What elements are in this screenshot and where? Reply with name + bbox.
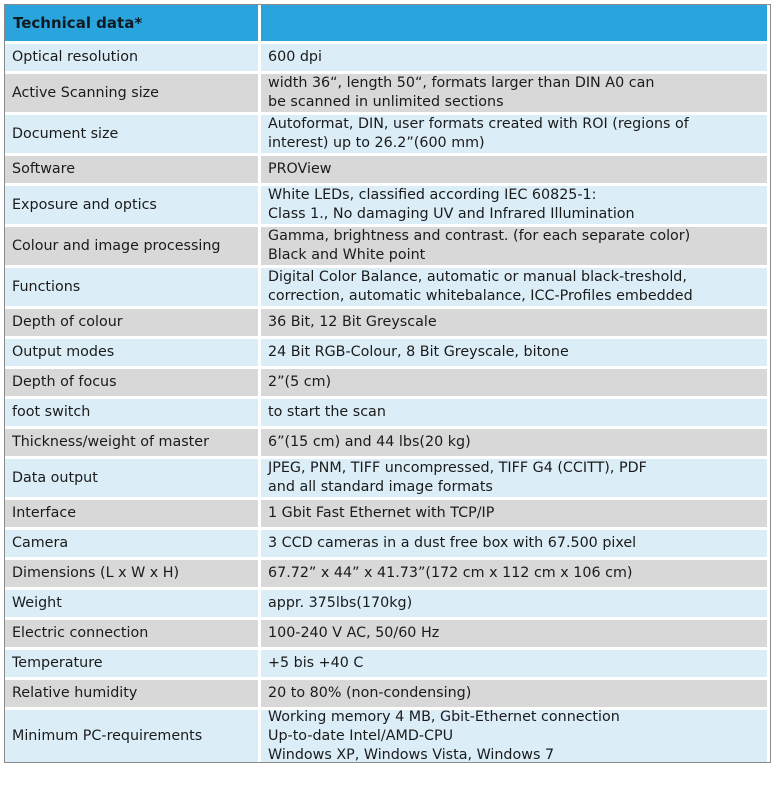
spec-label: Camera xyxy=(5,530,261,557)
spec-value-line: White LEDs, classified according IEC 60825-1: xyxy=(268,187,597,203)
spec-label: Output modes xyxy=(5,339,261,366)
table-row xyxy=(5,366,770,396)
table-row xyxy=(5,527,770,557)
spec-value-line: JPEG, PNM, TIFF uncompressed, TIFF G4 (CCITT), PDF xyxy=(268,460,647,476)
spec-label: Temperature xyxy=(5,650,261,677)
spec-label: Functions xyxy=(5,268,261,306)
technical-data-table xyxy=(4,4,771,763)
table-row xyxy=(5,306,770,336)
spec-value-line: be scanned in unlimited sections xyxy=(268,94,504,110)
spec-value-line: width 36“, length 50“, formats larger than DIN A0 can xyxy=(268,75,655,91)
spec-label: Active Scanning size xyxy=(5,74,261,112)
table-title: Technical data* xyxy=(5,5,261,41)
table-body xyxy=(5,41,770,762)
spec-value-line: 2”(5 cm) xyxy=(268,374,332,390)
table-row xyxy=(5,456,770,497)
spec-label: Software xyxy=(5,156,261,183)
table-row xyxy=(5,587,770,617)
spec-value-line: appr. 375lbs(170kg) xyxy=(268,595,413,611)
table-row xyxy=(5,183,770,224)
spec-value-line: Class 1., No damaging UV and Infrared Illumination xyxy=(268,206,635,222)
spec-value-line: and all standard image formats xyxy=(268,479,493,495)
table-row xyxy=(5,112,770,153)
spec-label: Weight xyxy=(5,590,261,617)
spec-label: Electric connection xyxy=(5,620,261,647)
spec-value xyxy=(261,650,767,677)
table-header-right xyxy=(261,5,767,41)
spec-label: Exposure and optics xyxy=(5,186,261,224)
spec-value xyxy=(261,560,767,587)
spec-value-line: 600 dpi xyxy=(268,49,322,65)
spec-label: Interface xyxy=(5,500,261,527)
spec-value xyxy=(261,399,767,426)
spec-value-line: 6”(15 cm) and 44 lbs(20 kg) xyxy=(268,434,471,450)
spec-value-line: interest) up to 26.2”(600 mm) xyxy=(268,135,485,151)
spec-value xyxy=(261,459,767,497)
table-row xyxy=(5,153,770,183)
spec-label: Depth of colour xyxy=(5,309,261,336)
spec-value xyxy=(261,309,767,336)
spec-label: Thickness/weight of master xyxy=(5,429,261,456)
table-row xyxy=(5,426,770,456)
spec-label: Data output xyxy=(5,459,261,497)
table-row xyxy=(5,617,770,647)
table-row xyxy=(5,224,770,265)
spec-value-line: 67.72” x 44” x 41.73”(172 cm x 112 cm x 106 cm) xyxy=(268,565,633,581)
spec-label: Colour and image processing xyxy=(5,227,261,265)
spec-value xyxy=(261,115,767,153)
spec-label: Dimensions (L x W x H) xyxy=(5,560,261,587)
table-row xyxy=(5,265,770,306)
spec-value xyxy=(261,74,767,112)
table-row xyxy=(5,557,770,587)
spec-value xyxy=(261,530,767,557)
spec-value-line: Digital Color Balance, automatic or manual black-treshold, xyxy=(268,269,687,285)
spec-value-line: PROView xyxy=(268,161,332,177)
spec-label: Minimum PC-requirements xyxy=(5,710,261,762)
table-row xyxy=(5,647,770,677)
spec-value-line: Black and White point xyxy=(268,247,426,263)
spec-value xyxy=(261,186,767,224)
spec-value-line: 20 to 80% (non-condensing) xyxy=(268,685,472,701)
spec-value xyxy=(261,429,767,456)
table-header xyxy=(5,5,770,41)
spec-value-line: 3 CCD cameras in a dust free box with 67.500 pixel xyxy=(268,535,637,551)
spec-value-line: 36 Bit, 12 Bit Greyscale xyxy=(268,314,437,330)
spec-label: Depth of focus xyxy=(5,369,261,396)
spec-value-line: 24 Bit RGB-Colour, 8 Bit Greyscale, bitone xyxy=(268,344,569,360)
spec-value-line: 100-240 V AC, 50/60 Hz xyxy=(268,625,440,641)
spec-value xyxy=(261,268,767,306)
table-row xyxy=(5,336,770,366)
table-row xyxy=(5,677,770,707)
spec-value-line: correction, automatic whitebalance, ICC-Profiles embedded xyxy=(268,288,693,304)
spec-value-line: to start the scan xyxy=(268,404,386,420)
spec-value xyxy=(261,156,767,183)
table-row xyxy=(5,71,770,112)
spec-value-line: 1 Gbit Fast Ethernet with TCP/IP xyxy=(268,505,495,521)
table-row xyxy=(5,41,770,71)
spec-value xyxy=(261,710,767,762)
spec-label: Optical resolution xyxy=(5,44,261,71)
spec-label: Document size xyxy=(5,115,261,153)
spec-value xyxy=(261,620,767,647)
spec-value-line: +5 bis +40 C xyxy=(268,655,364,671)
spec-value-line: Up-to-date Intel/AMD-CPU xyxy=(268,727,454,744)
spec-value-line: Gamma, brightness and contrast. (for each separate color) xyxy=(268,228,691,244)
spec-value xyxy=(261,339,767,366)
spec-value xyxy=(261,590,767,617)
spec-value xyxy=(261,500,767,527)
table-row xyxy=(5,707,770,762)
spec-label: foot switch xyxy=(5,399,261,426)
spec-value-line: Working memory 4 MB, Gbit-Ethernet connection xyxy=(268,708,620,725)
spec-value xyxy=(261,369,767,396)
spec-value xyxy=(261,227,767,265)
spec-value-line: Autoformat, DIN, user formats created with ROI (regions of xyxy=(268,116,689,132)
table-row xyxy=(5,497,770,527)
spec-label: Relative humidity xyxy=(5,680,261,707)
spec-value-line: Windows XP, Windows Vista, Windows 7 xyxy=(268,746,555,763)
table-row xyxy=(5,396,770,426)
spec-value xyxy=(261,680,767,707)
spec-value xyxy=(261,44,767,71)
